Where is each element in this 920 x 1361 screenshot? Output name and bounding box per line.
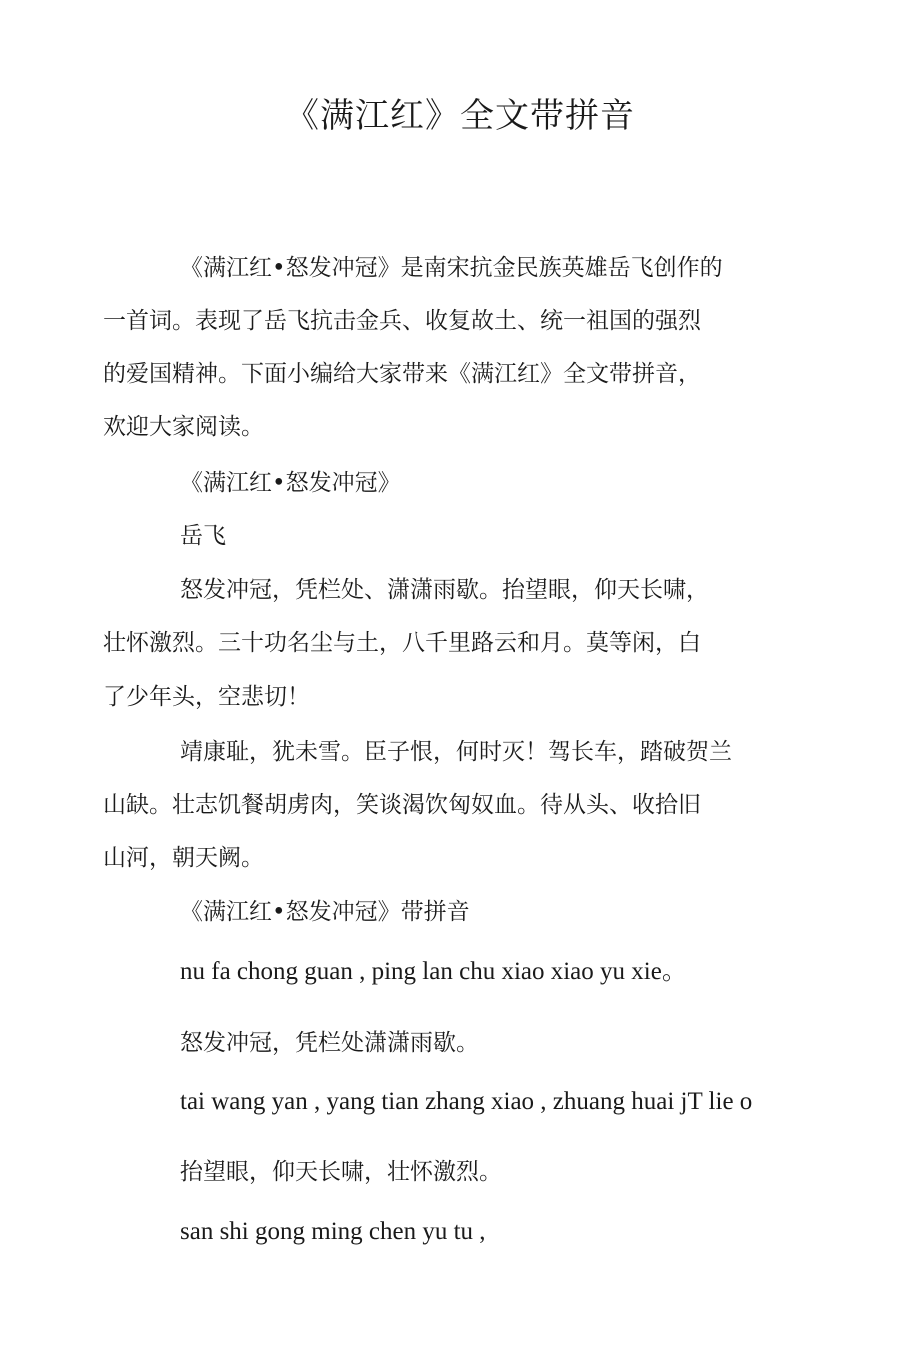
- poem-line: 山缺。壮志饥餐胡虏肉，笑谈渴饮匈奴血。待从头、收拾旧: [103, 792, 701, 818]
- poem-line: 怒发冲冠，凭栏处、潇潇雨歇。抬望眼，仰天长啸，: [180, 577, 709, 603]
- intro-line: 《满江红•怒发冲冠》是南宋抗金民族英雄岳飞创作的: [180, 255, 723, 281]
- hanzi-line: 怒发冲冠，凭栏处潇潇雨歇。: [180, 1030, 479, 1056]
- pinyin-line: san shi gong ming chen yu tu ,: [180, 1218, 486, 1245]
- poem-line: 靖康耻，犹未雪。臣子恨，何时灭！驾长车，踏破贺兰: [180, 739, 732, 765]
- hanzi-line: 抬望眼，仰天长啸，壮怀激烈。: [180, 1159, 502, 1185]
- intro-line: 的爱国精神。下面小编给大家带来《满江红》全文带拼音，: [103, 361, 701, 387]
- intro-line: 一首词。表现了岳飞抗击金兵、收复故土、统一祖国的强烈: [103, 308, 701, 334]
- poem-author: 岳飞: [180, 523, 226, 549]
- document-title: 《满江红》全文带拼音: [285, 96, 635, 136]
- pinyin-heading: 《满江红•怒发冲冠》带拼音: [180, 899, 470, 925]
- pinyin-line: tai wang yan , yang tian zhang xiao , zhuang huai jT lie o: [180, 1088, 753, 1115]
- pinyin-line: nu fa chong guan , ping lan chu xiao xiao yu xie。: [180, 958, 687, 985]
- intro-line: 欢迎大家阅读。: [103, 414, 264, 440]
- poem-title: 《满江红•怒发冲冠》: [180, 470, 401, 496]
- poem-line: 山河，朝天阙。: [103, 845, 264, 871]
- poem-line: 了少年头，空悲切！: [103, 684, 310, 710]
- poem-line: 壮怀激烈。三十功名尘与土，八千里路云和月。莫等闲，白: [103, 630, 701, 656]
